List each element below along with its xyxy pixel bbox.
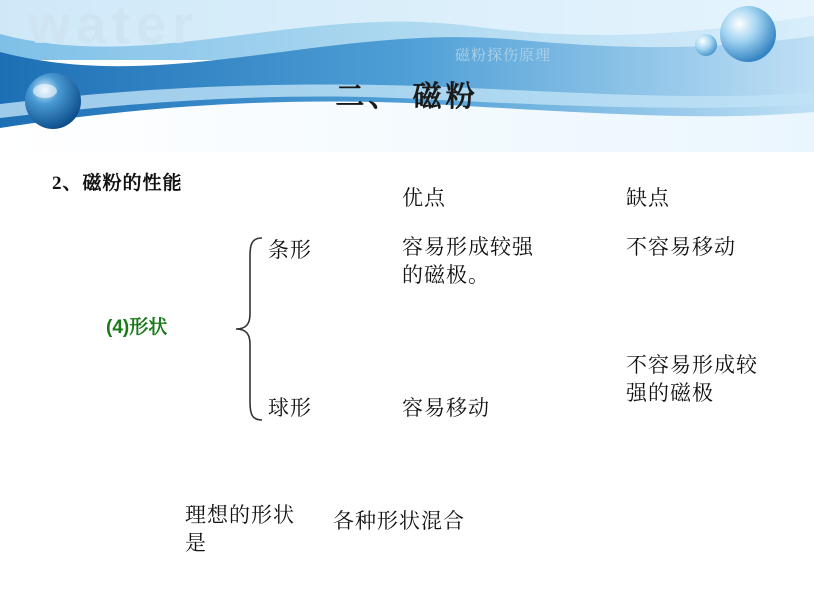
brace-bracket <box>228 234 268 429</box>
cell-bar-cons: 不容易移动 <box>626 235 736 259</box>
section-subtitle: 2、磁粉的性能 <box>52 173 183 194</box>
group-label-shape: (4)形状 <box>106 317 168 338</box>
column-header-cons: 缺点 <box>626 186 670 210</box>
cell-bar-pros: 容易形成较强的磁极。 <box>402 235 534 287</box>
slide-body <box>0 152 814 603</box>
row-label-bar-shape: 条形 <box>268 238 312 262</box>
brace-icon <box>228 234 268 424</box>
ideal-shape-label: 理想的形状是 <box>185 503 295 555</box>
ideal-shape-value: 各种形状混合 <box>333 509 465 533</box>
row-label-sphere-shape: 球形 <box>268 396 312 420</box>
banner-watermark-text: water <box>28 0 200 55</box>
banner-watermark-secondary-text: 磁粉探伤原理 <box>455 47 552 64</box>
slide-title: 二、 磁粉 <box>335 81 479 113</box>
cell-sphere-pros: 容易移动 <box>402 396 490 420</box>
cell-sphere-cons: 不容易形成较强的磁极 <box>626 353 758 405</box>
column-header-pros: 优点 <box>402 186 446 210</box>
slide-header-banner <box>0 0 814 152</box>
